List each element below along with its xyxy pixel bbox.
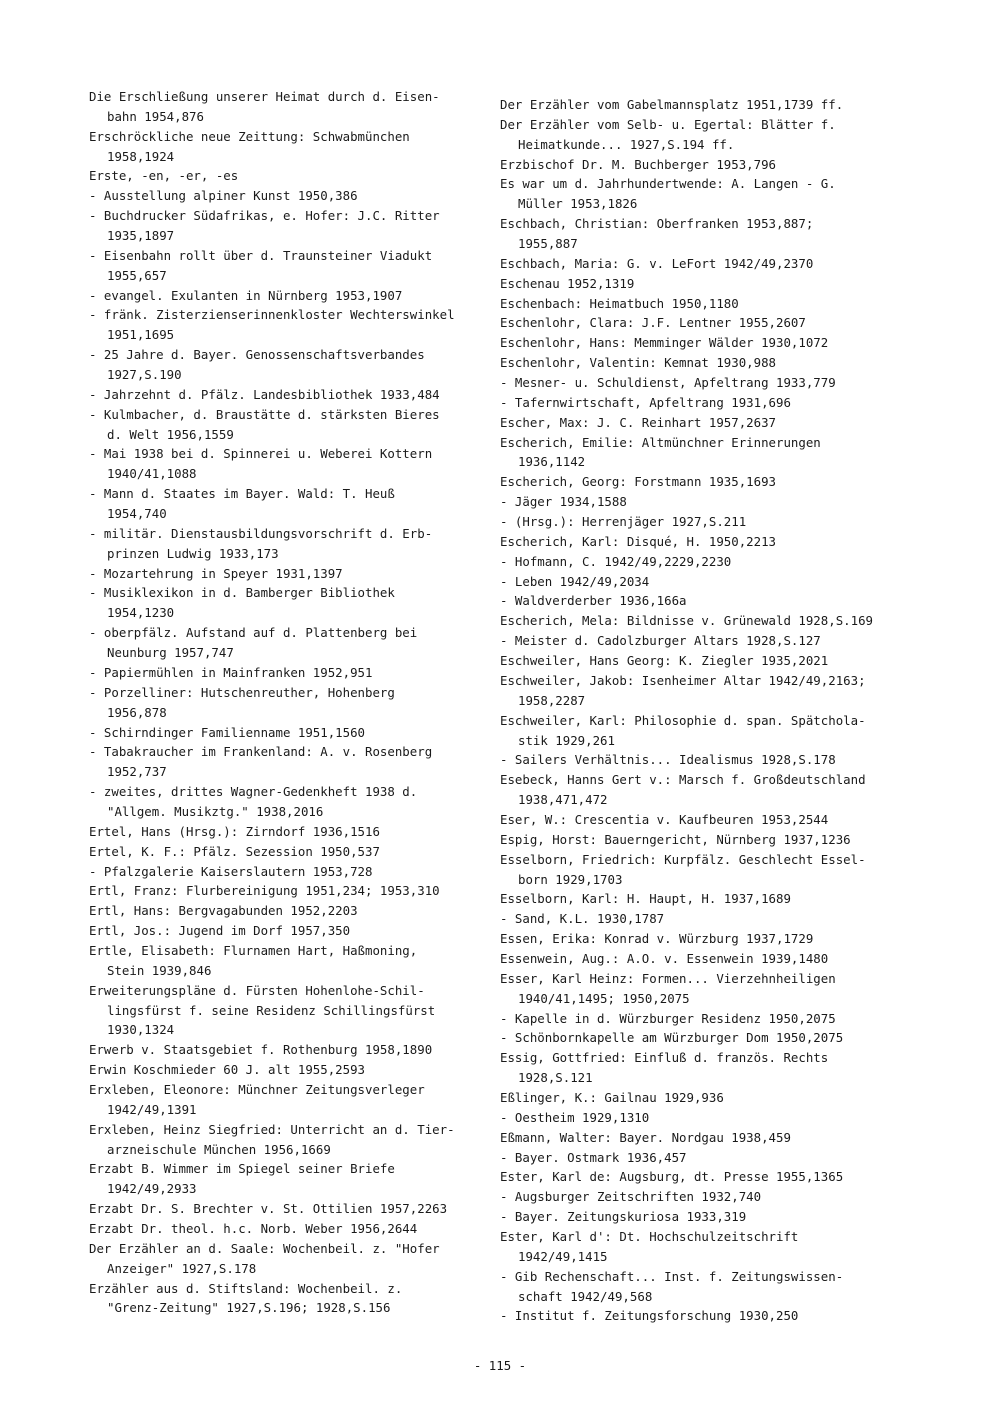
index-entry — [89, 87, 489, 127]
index-entry — [89, 1279, 489, 1319]
index-entry — [89, 901, 489, 921]
entry-line: Escherich, Mela: Bildnisse v. Grünewald 1928,S.169 — [500, 613, 873, 629]
index-entry — [89, 1239, 489, 1279]
entry-line: Espig, Horst: Bauerngericht, Nürnberg 1937,1236 — [500, 831, 851, 847]
entry-continuation: 1928,S.121 — [518, 1070, 593, 1086]
entry-line: - militär. Dienstausbildungsvorschrift d. Erb- — [89, 525, 433, 541]
entry-line: Eser, W.: Crescentia v. Kaufbeuren 1953,2544 — [500, 811, 829, 827]
index-entry — [89, 822, 489, 842]
entry-line: Erzbischof Dr. M. Buchberger 1953,796 — [500, 156, 777, 172]
entry-line: - Bayer. Ostmark 1936,457 — [500, 1149, 687, 1165]
entry-continuation: 1951,1695 — [107, 327, 175, 343]
entry-continuation: 1956,878 — [107, 704, 167, 720]
entry-line: Eschenlohr, Valentin: Kemnat 1930,988 — [500, 355, 777, 371]
entry-continuation: lingsfürst f. seine Residenz Schillingsfürst — [107, 1002, 436, 1018]
entry-line: - Meister d. Cadolzburger Altars 1928,S.127 — [500, 633, 821, 649]
index-entry — [89, 444, 489, 484]
index-entry — [500, 889, 920, 909]
index-entry — [500, 353, 920, 373]
index-entry — [500, 254, 920, 274]
entry-line: - Jahrzehnt d. Pfälz. Landesbibliothek 1933,484 — [89, 386, 440, 402]
index-entry — [500, 472, 920, 492]
entry-line: Eßmann, Walter: Bayer. Nordgau 1938,459 — [500, 1129, 791, 1145]
entry-continuation: schaft 1942/49,568 — [518, 1288, 653, 1304]
entry-continuation: 1940/41,1495; 1950,2075 — [518, 990, 690, 1006]
index-entry — [89, 683, 489, 723]
entry-line: - Schönbornkapelle am Würzburger Dom 1950,2075 — [500, 1030, 844, 1046]
index-entry — [500, 1187, 920, 1207]
entry-line: Ertl, Franz: Flurbereinigung 1951,234; 1953,310 — [89, 883, 440, 899]
entry-line: Eschenbach: Heimatbuch 1950,1180 — [500, 295, 739, 311]
index-entry — [500, 969, 920, 1009]
index-entry — [500, 1048, 920, 1088]
entry-line: Esselborn, Karl: H. Haupt, H. 1937,1689 — [500, 891, 791, 907]
entry-line: - evangel. Exulanten in Nürnberg 1953,1907 — [89, 287, 403, 303]
entry-line: - Mesner- u. Schuldienst, Apfeltrang 1933,779 — [500, 375, 836, 391]
entry-line: Ertel, Hans (Hrsg.): Zirndorf 1936,1516 — [89, 823, 380, 839]
entry-line: Escherich, Karl: Disqué, H. 1950,2213 — [500, 533, 777, 549]
entry-line: Erschröckliche neue Zeittung: Schwabmünchen — [89, 128, 410, 144]
entry-continuation: 1927,S.190 — [107, 367, 182, 383]
index-entry — [500, 711, 920, 751]
entry-line: - Institut f. Zeitungsforschung 1930,250 — [500, 1308, 799, 1324]
entry-line: - Hofmann, C. 1942/49,2229,2230 — [500, 553, 732, 569]
entry-continuation: 1958,2287 — [518, 692, 586, 708]
entry-line: Escher, Max: J. C. Reinhart 1957,2637 — [500, 414, 777, 430]
index-entry — [89, 583, 489, 623]
index-entry — [500, 95, 920, 115]
index-entry — [89, 663, 489, 683]
index-entry — [500, 155, 920, 175]
entry-line: Erwerb v. Staatsgebiet f. Rothenburg 1958,1890 — [89, 1042, 433, 1058]
entry-continuation: "Grenz-Zeitung" 1927,S.196; 1928,S.156 — [107, 1300, 391, 1316]
index-entry — [89, 1060, 489, 1080]
entry-line: Esselborn, Friedrich: Kurpfälz. Geschlecht Essel- — [500, 851, 866, 867]
index-entry — [500, 532, 920, 552]
index-entry — [89, 862, 489, 882]
entry-continuation: 1955,887 — [518, 236, 578, 252]
index-entry — [500, 512, 920, 532]
entry-line: Erzabt B. Wimmer im Spiegel seiner Briefe — [89, 1161, 395, 1177]
entry-line: Escherich, Emilie: Altmünchner Erinnerungen — [500, 434, 821, 450]
entry-continuation: 1942/49,2933 — [107, 1181, 197, 1197]
entry-line: - 25 Jahre d. Bayer. Genossenschaftsverbandes — [89, 347, 425, 363]
entry-line: - Papiermühlen in Mainfranken 1952,951 — [89, 664, 373, 680]
entry-line: - Sand, K.L. 1930,1787 — [500, 911, 665, 927]
index-entry — [500, 433, 920, 473]
entry-continuation: 1930,1324 — [107, 1022, 175, 1038]
entry-continuation: 1955,657 — [107, 267, 167, 283]
entry-line: Ester, Karl d': Dt. Hochschulzeitschrift — [500, 1228, 799, 1244]
entry-line: Escherich, Georg: Forstmann 1935,1693 — [500, 474, 777, 490]
entry-line: - Tafernwirtschaft, Apfeltrang 1931,696 — [500, 394, 791, 410]
entry-line: Ertel, K. F.: Pfälz. Sezession 1950,537 — [89, 843, 380, 859]
entry-continuation: bahn 1954,876 — [107, 108, 204, 124]
entry-line: Erxleben, Eleonore: Münchner Zeitungsverleger — [89, 1081, 425, 1097]
entry-line: Es war um d. Jahrhundertwende: A. Langen - G. — [500, 176, 836, 192]
entry-line: Essig, Gottfried: Einfluß d. französ. Rechts — [500, 1050, 829, 1066]
entry-line: - (Hrsg.): Herrenjäger 1927,S.211 — [500, 514, 747, 530]
entry-line: - Schirndinger Familienname 1951,1560 — [89, 724, 366, 740]
entry-line: - Tabakraucher im Frankenland: A. v. Rosenberg — [89, 744, 433, 760]
entry-continuation: Müller 1953,1826 — [518, 196, 638, 212]
index-entry — [89, 564, 489, 584]
entry-line: - Porzelliner: Hutschenreuther, Hohenberg — [89, 684, 395, 700]
index-entry — [89, 1199, 489, 1219]
index-entry — [89, 286, 489, 306]
index-entry — [500, 1267, 920, 1307]
entry-continuation: 1942/49,1415 — [518, 1248, 608, 1264]
entry-line: - Ausstellung alpiner Kunst 1950,386 — [89, 188, 358, 204]
index-entry — [89, 742, 489, 782]
entry-line: Esebeck, Hanns Gert v.: Marsch f. Großdeutschland — [500, 772, 866, 788]
index-entry — [89, 1040, 489, 1060]
index-entry — [500, 115, 920, 155]
index-entry — [500, 274, 920, 294]
entry-line: Essen, Erika: Konrad v. Würzburg 1937,1729 — [500, 931, 814, 947]
entry-continuation: 1942/49,1391 — [107, 1101, 197, 1117]
entry-continuation: 1958,1924 — [107, 148, 175, 164]
index-entry — [500, 393, 920, 413]
entry-line: Eschenau 1952,1319 — [500, 275, 635, 291]
index-entry — [89, 1080, 489, 1120]
index-entry — [500, 611, 920, 631]
entry-line: Eßlinger, K.: Gailnau 1929,936 — [500, 1089, 724, 1105]
entry-continuation: 1940/41,1088 — [107, 466, 197, 482]
index-entry — [500, 1009, 920, 1029]
entry-line: Ertl, Hans: Bergvagabunden 1952,2203 — [89, 903, 358, 919]
entry-line: Erzähler aus d. Stiftsland: Wochenbeil. z. — [89, 1280, 403, 1296]
entry-continuation: 1954,1230 — [107, 605, 175, 621]
index-entry — [500, 929, 920, 949]
entry-line: Die Erschließung unserer Heimat durch d. Eisen- — [89, 89, 440, 104]
index-entry — [89, 524, 489, 564]
entry-line: - Gib Rechenschaft... Inst. f. Zeitungswissen- — [500, 1268, 844, 1284]
index-entry — [500, 671, 920, 711]
index-entry — [500, 333, 920, 353]
index-entry — [89, 1120, 489, 1160]
entry-line: - Oestheim 1929,1310 — [500, 1109, 650, 1125]
entry-line: - fränk. Zisterzienserinnenkloster Wechterswinkel — [89, 307, 455, 323]
entry-continuation: 1936,1142 — [518, 454, 586, 470]
entry-line: Ertle, Elisabeth: Flurnamen Hart, Haßmoning, — [89, 942, 418, 958]
entry-line: Eschbach, Christian: Oberfranken 1953,887; — [500, 216, 814, 232]
index-entry — [89, 1159, 489, 1199]
entry-line: Erzabt Dr. S. Brechter v. St. Ottilien 1957,2263 — [89, 1201, 448, 1217]
index-entry — [500, 770, 920, 810]
entry-line: Eschbach, Maria: G. v. LeFort 1942/49,2370 — [500, 255, 814, 271]
entry-continuation: Stein 1939,846 — [107, 962, 212, 978]
index-entry — [500, 631, 920, 651]
entry-line: - Bayer. Zeitungskuriosa 1933,319 — [500, 1209, 747, 1225]
index-entry — [500, 174, 920, 214]
entry-continuation: 1952,737 — [107, 764, 167, 780]
index-entry — [500, 1128, 920, 1148]
entry-line: Ertl, Jos.: Jugend im Dorf 1957,350 — [89, 923, 351, 939]
index-entry — [500, 1167, 920, 1187]
index-entry — [500, 909, 920, 929]
index-entry — [89, 484, 489, 524]
entry-continuation: 1954,740 — [107, 506, 167, 522]
entry-line: - oberpfälz. Aufstand auf d. Plattenberg bei — [89, 625, 418, 641]
index-entry — [89, 723, 489, 743]
entry-continuation: "Allgem. Musikztg." 1938,2016 — [107, 803, 324, 819]
index-entry — [500, 1148, 920, 1168]
entry-line: Erwin Koschmieder 60 J. alt 1955,2593 — [89, 1062, 366, 1078]
index-entry — [89, 385, 489, 405]
index-entry — [500, 214, 920, 254]
index-entry — [89, 981, 489, 1041]
index-entry — [500, 1108, 920, 1128]
entry-continuation: stik 1929,261 — [518, 732, 615, 748]
index-entry — [89, 186, 489, 206]
entry-line: Der Erzähler vom Selb- u. Egertal: Blätter f. — [500, 116, 836, 132]
entry-line: Erweiterungspläne d. Fürsten Hohenlohe-Schil- — [89, 982, 425, 998]
index-entry — [89, 921, 489, 941]
entry-continuation: born 1929,1703 — [518, 871, 623, 887]
entry-line: - Sailers Verhältnis... Idealismus 1928,S.178 — [500, 752, 836, 768]
entry-line: - Augsburger Zeitschriften 1932,740 — [500, 1189, 762, 1205]
index-entry — [500, 1207, 920, 1227]
entry-line: Eschweiler, Hans Georg: K. Ziegler 1935,2021 — [500, 653, 829, 669]
entry-continuation: prinzen Ludwig 1933,173 — [107, 545, 279, 561]
index-entry — [500, 552, 920, 572]
entry-line: Der Erzähler vom Gabelmannsplatz 1951,1739 ff. — [500, 97, 844, 112]
entry-line: - zweites, drittes Wagner-Gedenkheft 1938 d. — [89, 784, 418, 800]
index-entry — [500, 373, 920, 393]
index-entry — [500, 492, 920, 512]
index-entry — [89, 782, 489, 822]
right-column — [500, 95, 920, 1326]
entry-line: Erzabt Dr. theol. h.c. Norb. Weber 1956,2644 — [89, 1220, 418, 1236]
index-entry — [89, 305, 489, 345]
index-entry — [89, 246, 489, 286]
entry-line: - Kulmbacher, d. Braustätte d. stärksten Bieres — [89, 406, 440, 422]
entry-continuation: 1935,1897 — [107, 228, 175, 244]
entry-line: Eschweiler, Karl: Philosophie d. span. Spätchola- — [500, 712, 866, 728]
entry-line: Esser, Karl Heinz: Formen... Vierzehnheiligen — [500, 970, 836, 986]
index-entry — [500, 750, 920, 770]
index-entry — [500, 830, 920, 850]
index-entry — [89, 1219, 489, 1239]
page-number: - 115 - — [473, 1358, 527, 1373]
index-entry — [500, 413, 920, 433]
index-entry — [500, 810, 920, 830]
entry-continuation: 1938,471,472 — [518, 792, 608, 808]
index-entry — [500, 294, 920, 314]
entry-line: Erxleben, Heinz Siegfried: Unterricht an d. Tier- — [89, 1121, 455, 1137]
entry-line: Essenwein, Aug.: A.O. v. Essenwein 1939,1480 — [500, 950, 829, 966]
entry-continuation: arzneischule München 1956,1669 — [107, 1141, 331, 1157]
entry-line: - Pfalzgalerie Kaiserslautern 1953,728 — [89, 863, 373, 879]
index-entry — [500, 572, 920, 592]
index-entry — [89, 345, 489, 385]
entry-line: Eschenlohr, Clara: J.F. Lentner 1955,2607 — [500, 315, 806, 331]
entry-line: Ester, Karl de: Augsburg, dt. Presse 1955,1365 — [500, 1169, 844, 1185]
index-entry — [500, 1227, 920, 1267]
entry-line: Erste, -en, -er, -es — [89, 168, 239, 184]
entry-line: Eschweiler, Jakob: Isenheimer Altar 1942/49,2163; — [500, 672, 866, 688]
entry-line: - Buchdrucker Südafrikas, e. Hofer: J.C. Ritter — [89, 208, 440, 224]
index-entry — [89, 623, 489, 663]
entry-continuation: Anzeiger" 1927,S.178 — [107, 1260, 257, 1276]
entry-line: - Mai 1938 bei d. Spinnerei u. Weberei Kottern — [89, 446, 433, 462]
entry-line: - Waldverderber 1936,166a — [500, 593, 687, 609]
index-entry — [89, 127, 489, 167]
entry-line: - Leben 1942/49,2034 — [500, 573, 650, 589]
index-entry — [89, 842, 489, 862]
index-entry — [500, 313, 920, 333]
entry-line: - Kapelle in d. Würzburger Residenz 1950,2075 — [500, 1010, 836, 1026]
entry-line: - Mann d. Staates im Bayer. Wald: T. Heuß — [89, 486, 395, 502]
index-entry — [89, 941, 489, 981]
entry-line: - Mozartehrung in Speyer 1931,1397 — [89, 565, 343, 581]
index-entry — [500, 850, 920, 890]
index-entry — [500, 591, 920, 611]
index-entry — [500, 1088, 920, 1108]
entry-line: Der Erzähler an d. Saale: Wochenbeil. z. "Hofer — [89, 1240, 440, 1256]
index-entry — [89, 206, 489, 246]
index-entry — [500, 651, 920, 671]
left-column — [89, 87, 489, 1318]
entry-line: - Eisenbahn rollt über d. Traunsteiner Viadukt — [89, 247, 433, 263]
index-entry — [500, 1306, 920, 1326]
entry-continuation: d. Welt 1956,1559 — [107, 426, 234, 442]
index-entry — [89, 881, 489, 901]
entry-line: - Musiklexikon in d. Bamberger Bibliothek — [89, 585, 395, 601]
index-entry — [89, 166, 489, 186]
index-entry — [500, 949, 920, 969]
index-entry — [500, 1028, 920, 1048]
entry-line: Eschenlohr, Hans: Memminger Wälder 1930,1072 — [500, 335, 829, 351]
entry-line: - Jäger 1934,1588 — [500, 494, 627, 510]
entry-continuation: Heimatkunde... 1927,S.194 ff. — [518, 136, 735, 152]
index-entry — [89, 405, 489, 445]
entry-continuation: Neunburg 1957,747 — [107, 645, 234, 661]
